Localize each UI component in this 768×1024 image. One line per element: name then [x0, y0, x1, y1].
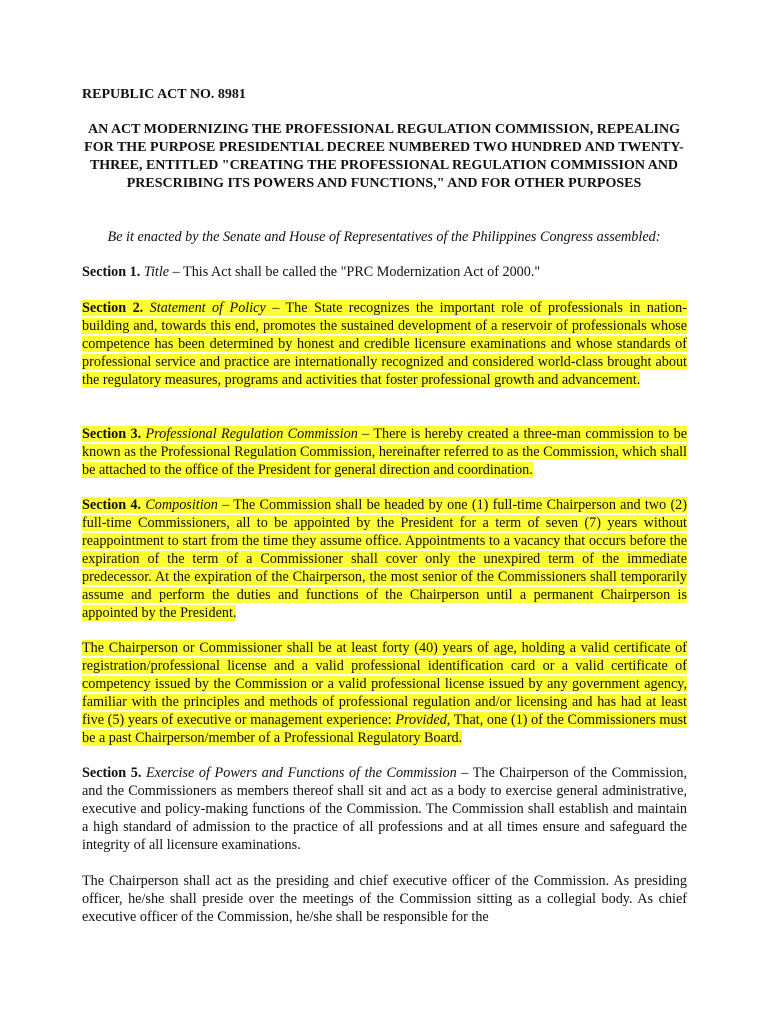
act-number: REPUBLIC ACT NO. 8981 — [82, 87, 246, 102]
section-label: Section 3. — [82, 426, 142, 442]
section-5 — [82, 764, 687, 854]
paragraph-text: , That, one (1) of the Commissioners must be a past Chairperson/member of a Professional Regulatory Board. — [82, 712, 687, 746]
chairperson-paragraph — [82, 872, 687, 926]
section-label: Section 1. — [82, 264, 141, 280]
act-title: AN ACT MODERNIZING THE PROFESSIONAL REGULATION COMMISSION, REPEALING FOR THE PURPOSE PRESIDENTIAL DECREE NUMBERED TWO HUNDRED AND TWENTY-THREE, ENTITLED "CREATING THE PROFESSIONAL REGULATION COMMISSION AND PRESCRIBING ITS POWERS AND FUNCTIONS," AND FOR OTHER PURPOSES — [84, 122, 684, 191]
section-4 — [82, 496, 687, 622]
section-text: – The Chairperson of the Commission, and the Commissioners as members thereof shall sit and act as a body to exercise general administrative, executive and policy-making functions of the Commission. The Commission shall establish and maintain a high standard of admission to the practice of all professions and at all times ensure and safeguard the integrity of all licensure examinations. — [82, 765, 688, 853]
section-label: Section 5. — [82, 765, 142, 781]
enacting-clause: Be it enacted by the Senate and House of Representatives of the Philippines Congress assembled: — [107, 229, 661, 245]
section-1 — [82, 263, 687, 281]
section-label: Section 2. — [82, 300, 144, 316]
section-3 — [82, 425, 687, 479]
section-heading: Title — [143, 264, 170, 280]
paragraph-text: The Chairperson shall act as the presiding and chief executive officer of the Commission. As presiding officer, he/she shall preside over the meetings of the Commission sitting as a collegial body. As chief executive officer of the Commission, he/she shall be responsible for the — [82, 873, 687, 925]
section-heading: Professional Regulation Commission — [145, 426, 358, 442]
section-4-qualifications — [82, 639, 687, 747]
section-heading: Statement of Policy — [149, 300, 266, 316]
proviso: Provided — [395, 712, 447, 728]
section-text: – The State recognizes the important role of professionals in nation-building and, towards this end, promotes the sustained development of a reservoir of professionals whose competence has been determined by honest and credible licensure examinations and whose standards of professional service and practice are internationally recognized and considered world-class brought about the regulatory measures, programs and activities that foster professional growth and advancement. — [82, 300, 687, 388]
section-heading: Composition — [145, 497, 218, 513]
paragraph-text: The Chairperson or Commissioner shall be at least forty (40) years of age, holding a valid certificate of registration/professional license and a valid professional identification card or a valid certificate of competency issued by the Commission or a valid professional license issued by any government agency, familiar with the principles and methods of professional regulation and/or licensing and has had at least five (5) years of executive or management experience: — [82, 640, 687, 728]
section-text: – There is hereby created a three-man commission to be known as the Professional Regulation Commission, hereinafter referred to as the Commission, which shall be attached to the office of the President for general direction and coordination. — [82, 426, 688, 478]
section-text: – The Commission shall be headed by one (1) full-time Chairperson and two (2) full-time Commissioners, all to be appointed by the President for a term of seven (7) years without reappointment to start from the time they assume office. Appointments to a vacancy that occurs before the expiration of the term of a Commissioner shall cover only the unexpired term of the immediate predecessor. At the expiration of the Chairperson, the most senior of the Commissioners shall temporarily assume and perform the duties and functions of the Chairperson until a permanent Chairperson is appointed by the President. — [82, 497, 687, 621]
section-label: Section 4. — [82, 497, 142, 513]
section-text: – This Act shall be called the "PRC Modernization Act of 2000." — [169, 264, 541, 280]
section-heading: Exercise of Powers and Functions of the Commission — [146, 765, 457, 781]
section-2 — [82, 299, 687, 389]
